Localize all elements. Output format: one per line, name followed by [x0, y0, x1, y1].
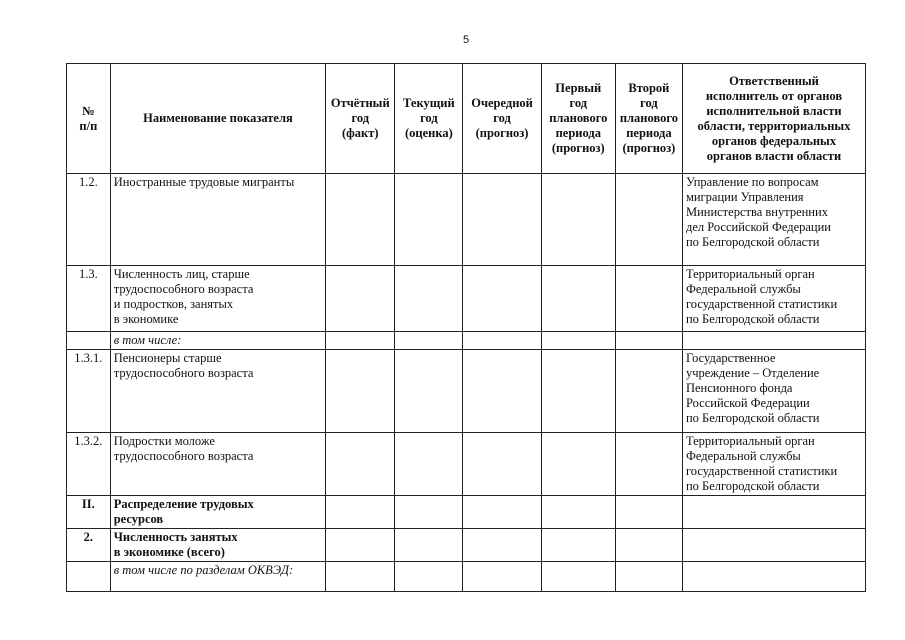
table-row — [67, 433, 866, 496]
table-row — [67, 174, 866, 266]
cell-current — [395, 174, 463, 266]
cell-first — [541, 529, 615, 562]
header-name: Наименование показателя — [110, 64, 326, 174]
cell-second — [615, 350, 682, 433]
responsible-body: Управление по вопросам миграции Управления Министерства внутренних дел Российской Федерации по Белгородской области — [682, 174, 865, 266]
cell-first — [541, 562, 615, 592]
cell-next — [463, 266, 541, 332]
indicators-table — [66, 63, 866, 592]
cell-next — [463, 332, 541, 350]
cell-reported — [326, 433, 395, 496]
cell-reported — [326, 332, 395, 350]
cell-reported — [326, 266, 395, 332]
cell-next — [463, 350, 541, 433]
cell-reported — [326, 562, 395, 592]
responsible-body: Территориальный орган Федеральной службы государственной статистики по Белгородской области — [682, 266, 865, 332]
responsible-body: Государственное учреждение – Отделение Пенсионного фонда Российской Федерации по Белгородской области — [682, 350, 865, 433]
cell-second — [615, 562, 682, 592]
header-next-year: Очередной год (прогноз) — [463, 64, 541, 174]
cell-current — [395, 350, 463, 433]
cell-current — [395, 496, 463, 529]
header-row — [67, 64, 866, 174]
header-responsible: Ответственный исполнитель от органов исполнительной власти области, территориальных органов федеральных органов власти области — [682, 64, 865, 174]
indicator-name: Численность занятых в экономике (всего) — [110, 529, 326, 562]
indicator-name: Пенсионеры старше трудоспособного возраста — [110, 350, 326, 433]
cell-second — [615, 174, 682, 266]
row-number — [67, 562, 111, 592]
cell-first — [541, 496, 615, 529]
cell-reported — [326, 529, 395, 562]
cell-first — [541, 350, 615, 433]
cell-current — [395, 529, 463, 562]
responsible-body — [682, 332, 865, 350]
indicator-name: Распределение трудовых ресурсов — [110, 496, 326, 529]
cell-reported — [326, 350, 395, 433]
responsible-body: Территориальный орган Федеральной службы государственной статистики по Белгородской области — [682, 433, 865, 496]
table-row — [67, 332, 866, 350]
row-number — [67, 332, 111, 350]
table-row — [67, 529, 866, 562]
cell-current — [395, 332, 463, 350]
cell-current — [395, 266, 463, 332]
cell-next — [463, 562, 541, 592]
responsible-body — [682, 496, 865, 529]
table-row — [67, 350, 866, 433]
responsible-body — [682, 529, 865, 562]
header-first-plan-year: Первый год планового периода (прогноз) — [541, 64, 615, 174]
cell-first — [541, 332, 615, 350]
cell-second — [615, 529, 682, 562]
row-number: 1.3.1. — [67, 350, 111, 433]
table-row — [67, 562, 866, 592]
cell-reported — [326, 496, 395, 529]
row-number: II. — [67, 496, 111, 529]
row-number: 1.2. — [67, 174, 111, 266]
header-reported-year: Отчётный год (факт) — [326, 64, 395, 174]
row-number: 1.3. — [67, 266, 111, 332]
responsible-body — [682, 562, 865, 592]
row-number: 2. — [67, 529, 111, 562]
indicator-name: Иностранные трудовые мигранты — [110, 174, 326, 266]
cell-next — [463, 433, 541, 496]
indicator-name: Подростки моложе трудоспособного возраста — [110, 433, 326, 496]
cell-second — [615, 332, 682, 350]
cell-second — [615, 496, 682, 529]
cell-current — [395, 433, 463, 496]
header-current-year: Текущий год (оценка) — [395, 64, 463, 174]
cell-reported — [326, 174, 395, 266]
table-row — [67, 266, 866, 332]
row-number: 1.3.2. — [67, 433, 111, 496]
indicator-name: Численность лиц, старше трудоспособного возраста и подростков, занятых в экономике — [110, 266, 326, 332]
cell-first — [541, 433, 615, 496]
page-number: 5 — [463, 34, 470, 46]
header-second-plan-year: Второй год планового периода (прогноз) — [615, 64, 682, 174]
cell-next — [463, 529, 541, 562]
cell-first — [541, 174, 615, 266]
cell-second — [615, 433, 682, 496]
indicator-name: в том числе: — [110, 332, 326, 350]
cell-next — [463, 174, 541, 266]
cell-second — [615, 266, 682, 332]
indicator-name: в том числе по разделам ОКВЭД: — [110, 562, 326, 592]
table-row — [67, 496, 866, 529]
cell-current — [395, 562, 463, 592]
header-num: № п/п — [67, 64, 111, 174]
cell-next — [463, 496, 541, 529]
cell-first — [541, 266, 615, 332]
